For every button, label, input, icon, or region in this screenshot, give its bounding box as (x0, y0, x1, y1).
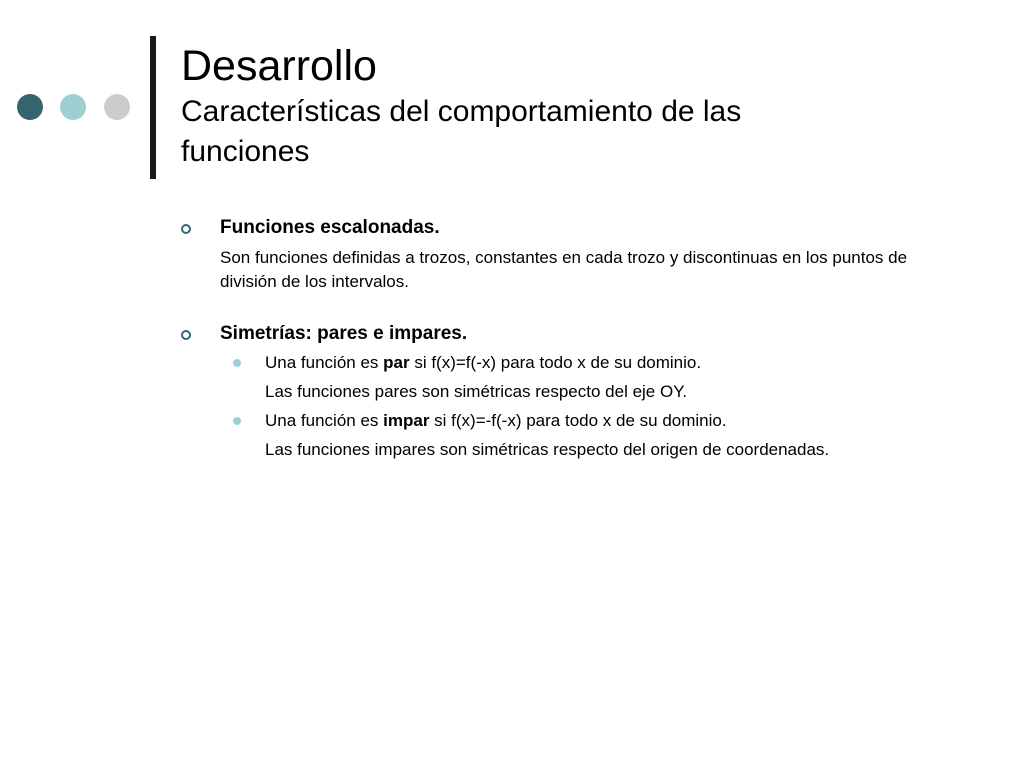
sub-bullet-note: Las funciones impares son simétricas respecto del origen de coordenadas. (265, 440, 830, 459)
sub-bullet-note: Las funciones pares son simétricas respecto del eje OY. (265, 382, 688, 401)
decorative-dot-light (60, 94, 86, 120)
section-heading: Funciones escalonadas. (220, 217, 440, 238)
sub-bullet-prefix: Una función es (265, 411, 384, 430)
sub-bullet-impar (181, 406, 961, 435)
sub-bullet-keyword: impar (383, 411, 430, 430)
section-heading: Simetrías: pares e impares. (220, 323, 468, 344)
title-divider (150, 36, 156, 179)
dot-bullet-icon (233, 417, 241, 425)
decorative-dot-gray (104, 94, 130, 120)
section-paragraph: Son funciones definidas a trozos, constantes en cada trozo y discontinuas en los puntos de división de los intervalos. (220, 248, 908, 291)
title-block (181, 40, 981, 172)
sub-bullet-prefix: Una función es (265, 353, 384, 372)
bullet-funciones-escalonadas (181, 214, 961, 242)
sub-bullet-suffix: si f(x)=f(-x) para todo x de su dominio. (409, 353, 702, 372)
slide-subtitle: Características del comportamiento de las funciones (181, 95, 742, 168)
ring-bullet-icon (181, 224, 191, 234)
decorative-dot-dark (17, 94, 43, 120)
slide-content (181, 214, 961, 464)
sub-bullet-par (181, 348, 961, 377)
sub-bullet-suffix: si f(x)=-f(-x) para todo x de su dominio. (429, 411, 727, 430)
bullet-simetrias (181, 320, 961, 348)
slide-title: Desarrollo (181, 42, 377, 90)
sub-bullet-keyword: par (383, 353, 410, 372)
dot-bullet-icon (233, 359, 241, 367)
ring-bullet-icon (181, 330, 191, 340)
